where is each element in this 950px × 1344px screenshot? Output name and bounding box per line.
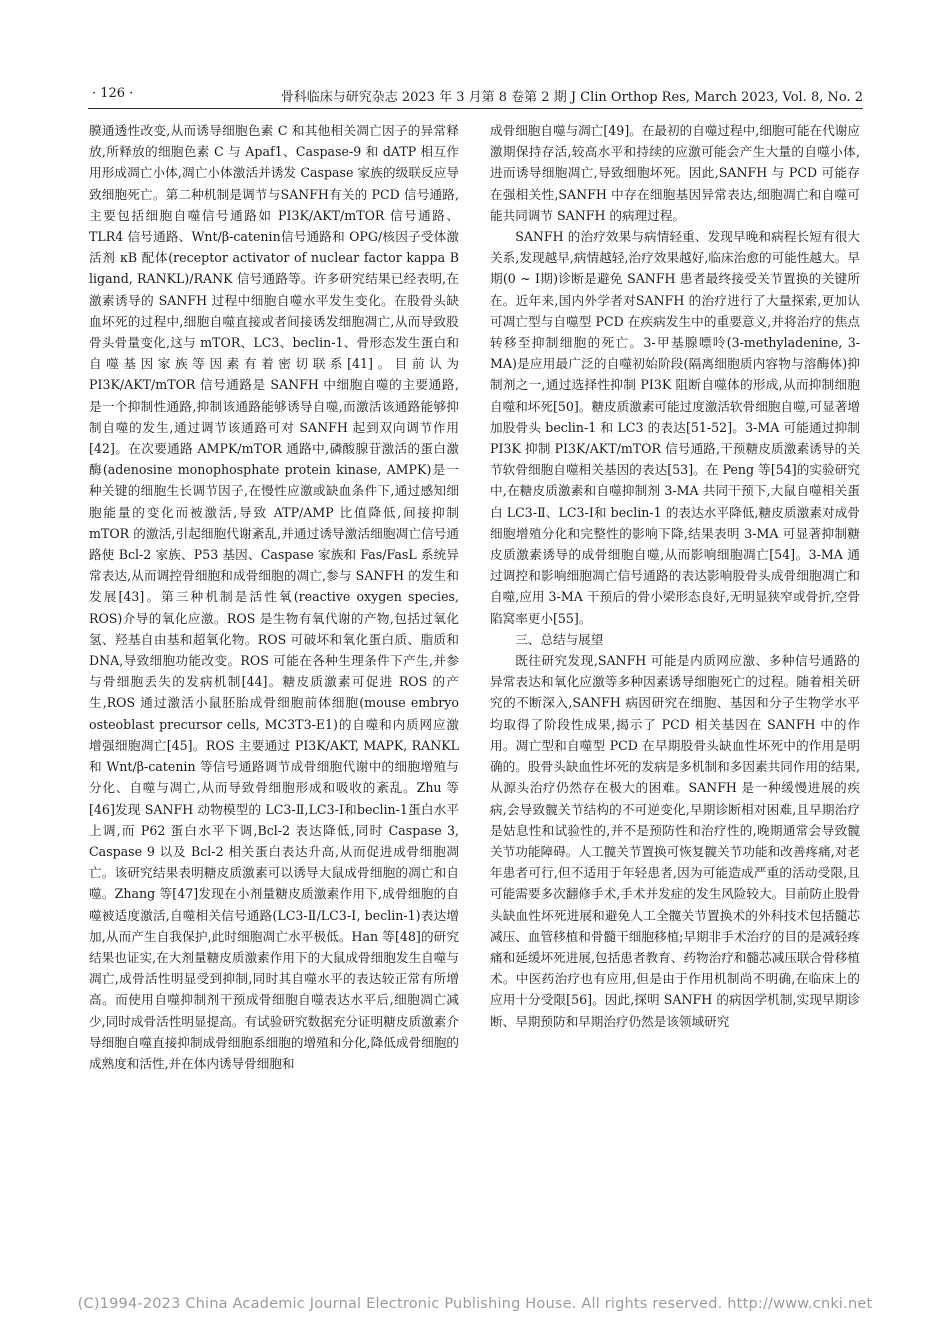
running-header [88,86,863,109]
paragraph: SANFH 的治疗效果与病情轻重、发现早晚和病程长短有很大关系,发现越早,病情越轻,治疗效果越好,临床治愈的可能性越大。早期(0 ~ Ⅰ期)诊断是避免 SANFH 患者最终接受关节置换的关键所在。近年来,国内外学者对SANFH 的治疗进行了大量探索,更加认可凋亡型与自噬型 PCD 在疾病发生中的重要意义,并将治疗的焦点转移至抑制细胞的死亡。3-甲基腺嘌呤(3-methyladenine, 3-MA)是应用最广泛的自噬初始阶段(隔离细胞质内容物与溶酶体)抑制剂之一,通过选择性抑制 PI3K 阻断自噬体的形成,从而抑制细胞自噬和坏死[50]。糖皮质激素可能过度激活软骨细胞自噬,可显著增加股骨头 beclin-1 和 LC3 的表达[51-52]。3-MA 可能通过抑制 PI3K 抑制 PI3K/AKT/mTOR 信号通路,干预糖皮质激素诱导的关节软骨细胞自噬相关基因的表达[53]。在 Peng 等[54]的实验研究中,在糖皮质激素和自噬抑制剂 3-MA 共同干预下,大鼠自噬相关蛋白 LC3-Ⅱ、LC3-Ⅰ和 beclin-1 的表达水平降低,糖皮质激素对成骨细胞增殖分化和完整性的影响下降,结果表明 3-MA 可显著抑制糖皮质激素诱导的成骨细胞自噬,从而影响细胞凋亡[54]。3-MA 通过调控和影响细胞凋亡信号通路的表达影响股骨头成骨细胞凋亡和自噬,应用 3-MA 干预后的骨小梁形态良好,无明显狭窄或骨折,空骨陷窝率更小[55]。 [490,229,860,626]
paragraph: 既往研究发现,SANFH 可能是内质网应激、多种信号通路的异常表达和氧化应激等多种因素诱导细胞死亡的过程。随着相关研究的不断深入,SANFH 病因研究在细胞、基因和分子生物学水平均取得了阶段性成果,揭示了 PCD 相关基因在 SANFH 中的作用。凋亡型和自噬型 PCD 在早期股骨头缺血性坏死中的作用是明确的。股骨头缺血性坏死的发病是多机制和多因素共同作用的结果,从源头治疗仍然存在极大的困难。SANFH 是一种缓慢进展的疾病,会导致髋关节结构的不可逆变化,早期诊断相对困难,且早期治疗是姑息性和试验性的,并不是预防性和治疗性的,晚期通常会导致髋关节功能障碍。人工髋关节置换可恢复髋关节功能和改善疼痛,对老年患者可行,但不适用于年轻患者,因为可能造成严重的活动受限,且可能需要多次翻修手术,手术并发症的发生风险较大。目前防止股骨头缺血性坏死进展和避免人工全髋关节置换术的外科技术包括髓芯减压、血管移植和骨髓干细胞移植;早期非手术治疗的目的是减轻疼痛和延缓坏死进展,包括患者教育、药物治疗和髓芯减压联合骨移植术。中医药治疗也有应用,但是由于作用机制尚不明确,在临床上的应用十分受限[56]。因此,探明 SANFH 的病因学机制,实现早期诊断、早期预防和早期治疗仍然是该领域研究 [490,653,860,1029]
right-column [490,120,860,1032]
page-number: · 126 · [92,86,134,101]
section-heading: 三、总结与展望 [515,631,604,647]
paragraph: 成骨细胞自噬与凋亡[49]。在最初的自噬过程中,细胞可能在代谢应激期保持存活,较高水平和持续的应激可能会产生大量的自噬小体,进而诱导细胞凋亡,导致细胞坏死。因此,SANFH 与 PCD 可能存在强相关性,SANFH 中存在细胞基因异常表达,细胞凋亡和自噬可能共同调节 SANFH 的病理过程。 [490,123,860,223]
left-column [89,120,459,1074]
copyright-footer: (C)1994-2023 China Academic Journal Electronic Publishing House. All rights reserved. http://www.cnki.net [77,1296,873,1312]
journal-citation: 骨科临床与研究杂志 2023 年 3 月第 8 卷第 2 期 J Clin Orthop Res, March 2023, Vol. 8, No. 2 [280,90,863,105]
paragraph: 膜通透性改变,从而诱导细胞色素 C 和其他相关凋亡因子的异常释放,所释放的细胞色素 C 与 Apaf1、Caspase-9 和 dATP 相互作用形成凋亡小体,凋亡小体激活并诱发 Caspase 家族的级联反应导致细胞死亡。第二种机制是调节与SANFH有关的 PCD 信号通路,主要包括细胞自噬信号通路如 PI3K/AKT/mTOR 信号通路、TLR4 信号通路、Wnt/β-catenin信号通路和 OPG/核因子受体激活剂 κB 配体(receptor activator of nuclear factor kappa B ligand, RANKL)/RANK 信号通路等。许多研究结果已经表明,在激素诱导的 SANFH 过程中细胞自噬水平发生变化。在股骨头缺血坏死的过程中,细胞自噬直接或者间接诱发细胞凋亡,从而导致股骨头骨量变化,这与 mTOR、LC3、beclin-1、骨形态发生蛋白和自噬基因家族等因素有着密切联系[41]。目前认为 PI3K/AKT/mTOR 信号通路是 SANFH 中细胞自噬的主要通路,是一个抑制性通路,抑制该通路能够诱导自噬,而激活该通路能够抑制自噬的发生,通过调节该通路可对 SANFH 起到双向调节作用[42]。在次要通路 AMPK/mTOR 通路中,磷酸腺苷激活的蛋白激酶(adenosine monophosphate protein kinase, AMPK)是一种关键的细胞生长调节因子,在慢性应激或缺血条件下,通过感知细胞能量的变化而被激活,导致 ATP/AMP 比值降低,间接抑制 mTOR 的激活,引起细胞代谢紊乱,并通过诱导激活细胞凋亡信号通路使 Bcl-2 家族、P53 基因、Caspase 家族和 Fas/FasL 系统异常表达,从而调控骨细胞和成骨细胞的凋亡,参与 SANFH 的发生和发展[43]。第三种机制是活性氧(reactive oxygen species, ROS)介导的氧化应激。ROS 是生物有氧代谢的产物,包括过氧化氢、羟基自由基和超氧化物。ROS 可破坏和氧化蛋白质、脂质和 DNA,导致细胞功能改变。ROS 可能在各种生理条件下产生,并参与骨细胞丢失的发病机制[44]。糖皮质激素可促进 ROS 的产生,ROS 通过激活小鼠胚胎成骨细胞前体细胞(mouse embryo osteoblast precursor cells, MC3T3-E1)的自噬和内质网应激增强细胞凋亡[45]。ROS 主要通过 PI3K/AKT, MAPK, RANKL 和 Wnt/β-catenin 等信号通路调节成骨细胞代谢中的细胞增殖与分化、自噬与凋亡,从而导致骨细胞形成和吸收的紊乱。Zhu 等[46]发现 SANFH 动物模型的 LC3-Ⅱ,LC3-Ⅰ和beclin-1蛋白水平上调,而 P62 蛋白水平下调,Bcl-2 表达降低,同时 Caspase 3, Caspase 9 以及 Bcl-2 相关蛋白表达升高,从而促进成骨细胞凋亡。该研究结果表明糖皮质激素可以诱导大鼠成骨细胞的凋亡和自噬。Zhang 等[47]发现在小剂量糖皮质激素作用下,成骨细胞的自噬被适度激活,自噬相关信号通路(LC3-Ⅱ/LC3-Ⅰ, beclin-1)表达增加,从而产生自我保护,此时细胞凋亡水平极低。Han 等[48]的研究结果也证实,在大剂量糖皮质激素作用下的大鼠成骨细胞发生自噬与凋亡,成骨活性明显受到抑制,同时其自噬水平的表达较正常有所增高。而使用自噬抑制剂干预成骨细胞自噬表达水平后,细胞凋亡减少,同时成骨活性明显提高。有试验研究数据充分证明糖皮质激素介导细胞自噬直接抑制成骨细胞系细胞的增殖和分化,降低成骨细胞的成熟度和活性,并在体内诱导骨细胞和 [89,123,459,1071]
